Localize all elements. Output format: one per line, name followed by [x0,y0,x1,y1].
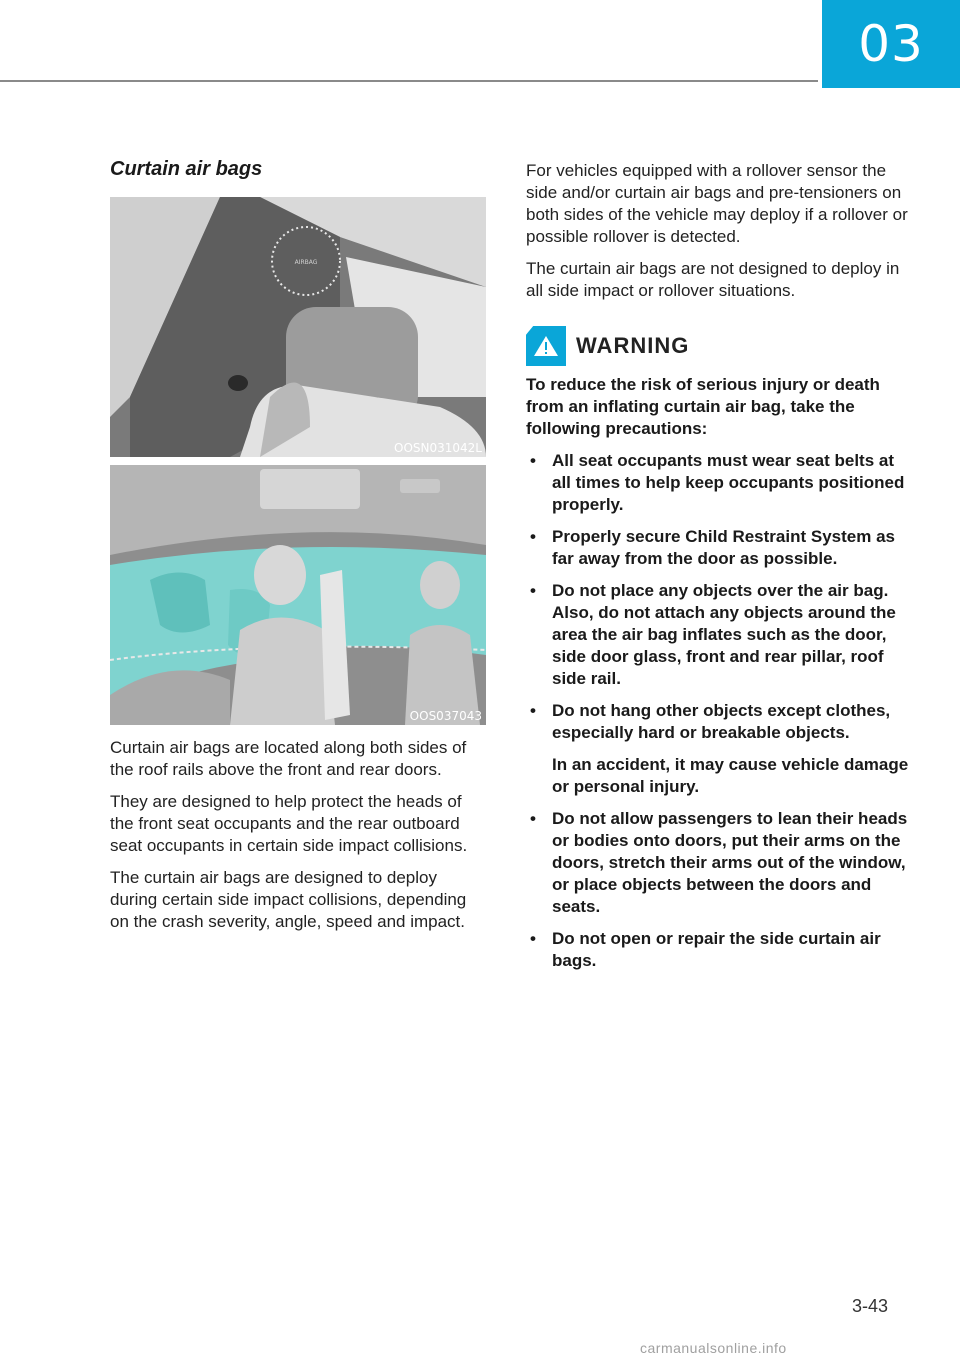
warning-title: WARNING [576,333,690,358]
paragraph: For vehicles equipped with a rollover sensor the side and/or curtain air bags and pre-tensioners on both sides of the vehicle may deploy if a rollover or possible rollover is detected. [526,161,908,246]
chapter-tab: 03 [822,0,960,88]
list-item-subtext: In an accident, it may cause vehicle damage or personal injury. [552,755,909,796]
list-item-text: Do not place any objects over the air bag. Also, do not attach any objects around the area the air bag inflates such as the door, side door glass, front and rear pillar, roof side rail. [552,581,896,688]
warning-list [526,450,910,972]
list-item [526,526,910,570]
pillar-illustration [110,197,486,457]
list-item [526,450,910,516]
paragraph: Curtain air bags are located along both sides of the roof rails above the front and rear doors. [110,738,467,779]
section-title: Curtain air bags [110,158,263,180]
figure-curtain-airbag [110,465,486,725]
list-item [526,580,910,690]
list-item-text: Properly secure Child Restraint System as far away from the door as possible. [552,527,895,568]
figure-code: OOS037043 [409,709,482,723]
warning-triangle-icon [526,326,566,366]
svg-text:AIRBAG: AIRBAG [294,259,318,266]
list-item-text: All seat occupants must wear seat belts at all times to help keep occupants positioned properly. [552,451,905,514]
figure-code: OOSN031042L [394,441,482,455]
curtain-illustration [110,465,486,725]
list-item-text: Do not hang other objects except clothes, especially hard or breakable objects. [552,701,891,742]
left-column [110,158,488,943]
paragraph: They are designed to help protect the heads of the front seat occupants and the rear outboard seat occupants in certain side impact collisions. [110,792,468,855]
list-item-text: Do not open or repair the side curtain air bags. [552,929,881,970]
right-column [526,160,910,982]
list-item [526,928,910,972]
figure-pillar-airbag [110,197,486,457]
paragraph: The curtain air bags are not designed to deploy in all side impact or rollover situations. [526,259,900,300]
header-rule [0,80,818,82]
list-item-text: Do not allow passengers to lean their heads or bodies onto doors, put their arms on the doors, stretch their arms out of the window, or place objects between the doors and seats. [552,809,908,916]
list-item [526,700,910,798]
paragraph: The curtain air bags are designed to deploy during certain side impact collisions, depending on the crash severity, angle, speed and impact. [110,868,467,931]
page-number: 3-43 [852,1296,889,1316]
list-item [526,808,910,918]
warning-intro: To reduce the risk of serious injury or death from an inflating curtain air bag, take the following precautions: [526,375,880,438]
watermark: carmanualsonline.info [640,1340,787,1356]
warning-header [526,326,910,366]
